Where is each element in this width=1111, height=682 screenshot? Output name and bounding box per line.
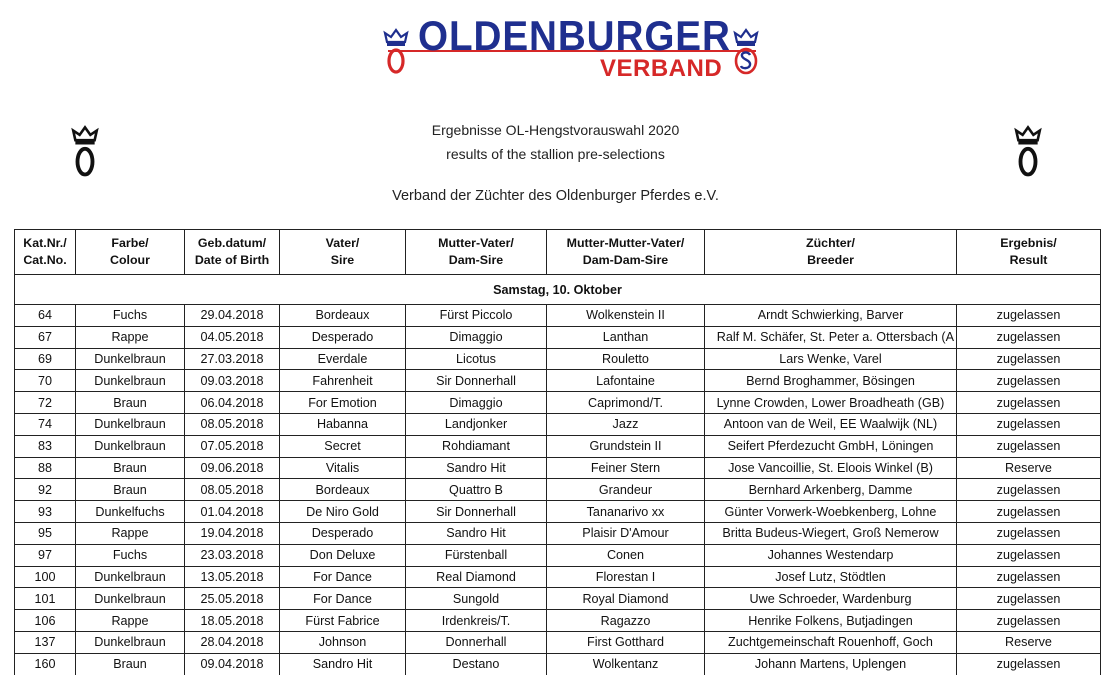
table-row	[15, 413, 1101, 435]
date-section-label: Samstag, 10. Oktober	[15, 275, 1101, 305]
sire-cell: Secret	[280, 435, 406, 457]
cat-no-cell: 95	[15, 522, 76, 544]
date-of-birth-cell: 08.05.2018	[185, 413, 280, 435]
sire-cell: Vitalis	[280, 457, 406, 479]
dam-dam-sire-cell: Conen	[547, 544, 705, 566]
breeder-cell: Arndt Schwierking, Barver	[705, 305, 957, 327]
table-row	[15, 479, 1101, 501]
dam-dam-sire-cell: Jazz	[547, 413, 705, 435]
sire-cell: For Dance	[280, 566, 406, 588]
colour-cell: Braun	[76, 479, 185, 501]
date-of-birth-cell: 28.04.2018	[185, 631, 280, 653]
table-row	[15, 566, 1101, 588]
colour-cell: Fuchs	[76, 544, 185, 566]
result-cell: zugelassen	[957, 348, 1101, 370]
breeder-cell: Seifert Pferdezucht GmbH, Löningen	[705, 435, 957, 457]
breeder-cell: Zuchtgemeinschaft Rouenhoff, Goch	[705, 631, 957, 653]
result-cell: zugelassen	[957, 544, 1101, 566]
table-row	[15, 653, 1101, 674]
dam-sire-cell: Dimaggio	[406, 392, 547, 414]
date-section-row	[15, 275, 1101, 305]
results-table	[14, 229, 1101, 675]
breeder-cell: Lars Wenke, Varel	[705, 348, 957, 370]
cat-no-cell: 83	[15, 435, 76, 457]
result-cell: Reserve	[957, 631, 1101, 653]
cat-no-cell: 88	[15, 457, 76, 479]
table-row	[15, 588, 1101, 610]
result-cell: zugelassen	[957, 413, 1101, 435]
crown-o-icon	[382, 26, 410, 76]
cat-no-cell: 106	[15, 610, 76, 632]
dam-dam-sire-cell: Wolkenstein II	[547, 305, 705, 327]
cat-no-cell: 92	[15, 479, 76, 501]
column-header-dam-sire: Mutter-Vater/ Dam-Sire	[406, 230, 547, 275]
breeder-cell: Ralf M. Schäfer, St. Peter a. Ottersbach (A	[705, 326, 957, 348]
column-header-colour: Farbe/ Colour	[76, 230, 185, 275]
cat-no-cell: 69	[15, 348, 76, 370]
breeder-cell: Jose Vancoillie, St. Eloois Winkel (B)	[705, 457, 957, 479]
breeder-cell: Henrike Folkens, Butjadingen	[705, 610, 957, 632]
colour-cell: Dunkelbraun	[76, 631, 185, 653]
table-row	[15, 370, 1101, 392]
sire-cell: Don Deluxe	[280, 544, 406, 566]
association-name: Verband der Züchter des Oldenburger Pferdes e.V.	[392, 188, 719, 204]
result-cell: zugelassen	[957, 610, 1101, 632]
dam-sire-cell: Sir Donnerhall	[406, 370, 547, 392]
cat-no-cell: 67	[15, 326, 76, 348]
column-header-date-of-birth: Geb.datum/ Date of Birth	[185, 230, 280, 275]
table-row	[15, 522, 1101, 544]
breeder-cell: Lynne Crowden, Lower Broadheath (GB)	[705, 392, 957, 414]
column-header-sire: Vater/ Sire	[280, 230, 406, 275]
sire-cell: Everdale	[280, 348, 406, 370]
sire-cell: Johnson	[280, 631, 406, 653]
sire-cell: Desperado	[280, 522, 406, 544]
breeder-cell: Britta Budeus-Wiegert, Groß Nemerow	[705, 522, 957, 544]
table-row	[15, 631, 1101, 653]
colour-cell: Braun	[76, 653, 185, 674]
date-of-birth-cell: 08.05.2018	[185, 479, 280, 501]
result-cell: zugelassen	[957, 566, 1101, 588]
result-cell: zugelassen	[957, 326, 1101, 348]
dam-sire-cell: Donnerhall	[406, 631, 547, 653]
sire-cell: De Niro Gold	[280, 501, 406, 523]
dam-sire-cell: Destano	[406, 653, 547, 674]
dam-sire-cell: Fürstenball	[406, 544, 547, 566]
breeder-cell: Günter Vorwerk-Woebkenberg, Lohne	[705, 501, 957, 523]
dam-dam-sire-cell: Feiner Stern	[547, 457, 705, 479]
sire-cell: For Emotion	[280, 392, 406, 414]
date-of-birth-cell: 09.06.2018	[185, 457, 280, 479]
dam-sire-cell: Real Diamond	[406, 566, 547, 588]
result-cell: zugelassen	[957, 588, 1101, 610]
colour-cell: Dunkelbraun	[76, 348, 185, 370]
dam-dam-sire-cell: Grandeur	[547, 479, 705, 501]
dam-dam-sire-cell: Plaisir D'Amour	[547, 522, 705, 544]
date-of-birth-cell: 09.03.2018	[185, 370, 280, 392]
sire-cell: Fürst Fabrice	[280, 610, 406, 632]
dam-dam-sire-cell: Royal Diamond	[547, 588, 705, 610]
column-header-result: Ergebnis/ Result	[957, 230, 1101, 275]
result-cell: Reserve	[957, 457, 1101, 479]
breeder-cell: Antoon van de Weil, EE Waalwijk (NL)	[705, 413, 957, 435]
result-cell: zugelassen	[957, 435, 1101, 457]
dam-dam-sire-cell: Lafontaine	[547, 370, 705, 392]
result-cell: zugelassen	[957, 501, 1101, 523]
date-of-birth-cell: 18.05.2018	[185, 610, 280, 632]
colour-cell: Braun	[76, 392, 185, 414]
breeder-cell: Josef Lutz, Stödtlen	[705, 566, 957, 588]
dam-sire-cell: Rohdiamant	[406, 435, 547, 457]
colour-cell: Dunkelfuchs	[76, 501, 185, 523]
cat-no-cell: 100	[15, 566, 76, 588]
breeder-cell: Uwe Schroeder, Wardenburg	[705, 588, 957, 610]
result-cell: zugelassen	[957, 392, 1101, 414]
cat-no-cell: 160	[15, 653, 76, 674]
colour-cell: Dunkelbraun	[76, 435, 185, 457]
date-of-birth-cell: 06.04.2018	[185, 392, 280, 414]
document-subtitle: results of the stallion pre-selections	[446, 146, 665, 162]
colour-cell: Dunkelbraun	[76, 566, 185, 588]
dam-sire-cell: Sandro Hit	[406, 522, 547, 544]
colour-cell: Fuchs	[76, 305, 185, 327]
cat-no-cell: 101	[15, 588, 76, 610]
crown-s-icon	[732, 26, 760, 76]
dam-sire-cell: Quattro B	[406, 479, 547, 501]
colour-cell: Rappe	[76, 522, 185, 544]
colour-cell: Dunkelbraun	[76, 588, 185, 610]
breeder-cell: Bernhard Arkenberg, Damme	[705, 479, 957, 501]
sire-cell: Bordeaux	[280, 479, 406, 501]
table-row	[15, 457, 1101, 479]
table-row	[15, 435, 1101, 457]
dam-dam-sire-cell: Tananarivo xx	[547, 501, 705, 523]
sire-cell: Bordeaux	[280, 305, 406, 327]
date-of-birth-cell: 27.03.2018	[185, 348, 280, 370]
date-of-birth-cell: 01.04.2018	[185, 501, 280, 523]
colour-cell: Dunkelbraun	[76, 370, 185, 392]
date-of-birth-cell: 07.05.2018	[185, 435, 280, 457]
dam-sire-cell: Fürst Piccolo	[406, 305, 547, 327]
cat-no-cell: 97	[15, 544, 76, 566]
dam-dam-sire-cell: Ragazzo	[547, 610, 705, 632]
dam-dam-sire-cell: Caprimond/T.	[547, 392, 705, 414]
date-of-birth-cell: 13.05.2018	[185, 566, 280, 588]
breeder-cell: Johannes Westendarp	[705, 544, 957, 566]
column-header-cat-no: Kat.Nr./ Cat.No.	[15, 230, 76, 275]
cat-no-cell: 74	[15, 413, 76, 435]
table-row	[15, 392, 1101, 414]
sire-cell: Habanna	[280, 413, 406, 435]
dam-sire-cell: Irdenkreis/T.	[406, 610, 547, 632]
result-cell: zugelassen	[957, 370, 1101, 392]
logo-subtitle: VERBAND	[600, 55, 723, 82]
colour-cell: Rappe	[76, 326, 185, 348]
logo-title: OLDENBURGER	[418, 12, 731, 59]
breeder-cell: Johann Martens, Uplengen	[705, 653, 957, 674]
dam-sire-cell: Licotus	[406, 348, 547, 370]
dam-dam-sire-cell: Grundstein II	[547, 435, 705, 457]
sire-cell: Desperado	[280, 326, 406, 348]
result-cell: zugelassen	[957, 522, 1101, 544]
date-of-birth-cell: 29.04.2018	[185, 305, 280, 327]
table-row	[15, 305, 1101, 327]
date-of-birth-cell: 19.04.2018	[185, 522, 280, 544]
dam-sire-cell: Dimaggio	[406, 326, 547, 348]
table-row	[15, 610, 1101, 632]
dam-dam-sire-cell: Rouletto	[547, 348, 705, 370]
dam-dam-sire-cell: Lanthan	[547, 326, 705, 348]
sire-cell: Fahrenheit	[280, 370, 406, 392]
table-row	[15, 348, 1101, 370]
cat-no-cell: 137	[15, 631, 76, 653]
date-of-birth-cell: 04.05.2018	[185, 326, 280, 348]
sire-cell: Sandro Hit	[280, 653, 406, 674]
dam-dam-sire-cell: Wolkentanz	[547, 653, 705, 674]
table-row	[15, 326, 1101, 348]
dam-sire-cell: Sir Donnerhall	[406, 501, 547, 523]
colour-cell: Dunkelbraun	[76, 413, 185, 435]
breeder-cell: Bernd Broghammer, Bösingen	[705, 370, 957, 392]
date-of-birth-cell: 09.04.2018	[185, 653, 280, 674]
column-header-dam-dam-sire: Mutter-Mutter-Vater/ Dam-Dam-Sire	[547, 230, 705, 275]
colour-cell: Rappe	[76, 610, 185, 632]
colour-cell: Braun	[76, 457, 185, 479]
document-title: Ergebnisse OL-Hengstvorauswahl 2020	[431, 122, 680, 138]
result-cell: zugelassen	[957, 305, 1101, 327]
result-cell: zugelassen	[957, 479, 1101, 501]
header-row	[15, 230, 1101, 275]
result-cell: zugelassen	[957, 653, 1101, 674]
cat-no-cell: 64	[15, 305, 76, 327]
sire-cell: For Dance	[280, 588, 406, 610]
dam-sire-cell: Sungold	[406, 588, 547, 610]
dam-sire-cell: Sandro Hit	[406, 457, 547, 479]
table-row	[15, 501, 1101, 523]
dam-dam-sire-cell: Florestan I	[547, 566, 705, 588]
column-header-breeder: Züchter/ Breeder	[705, 230, 957, 275]
cat-no-cell: 72	[15, 392, 76, 414]
cat-no-cell: 70	[15, 370, 76, 392]
cat-no-cell: 93	[15, 501, 76, 523]
date-of-birth-cell: 25.05.2018	[185, 588, 280, 610]
oldenburger-logo	[378, 12, 768, 84]
dam-dam-sire-cell: First Gotthard	[547, 631, 705, 653]
date-of-birth-cell: 23.03.2018	[185, 544, 280, 566]
table-row	[15, 544, 1101, 566]
dam-sire-cell: Landjonker	[406, 413, 547, 435]
